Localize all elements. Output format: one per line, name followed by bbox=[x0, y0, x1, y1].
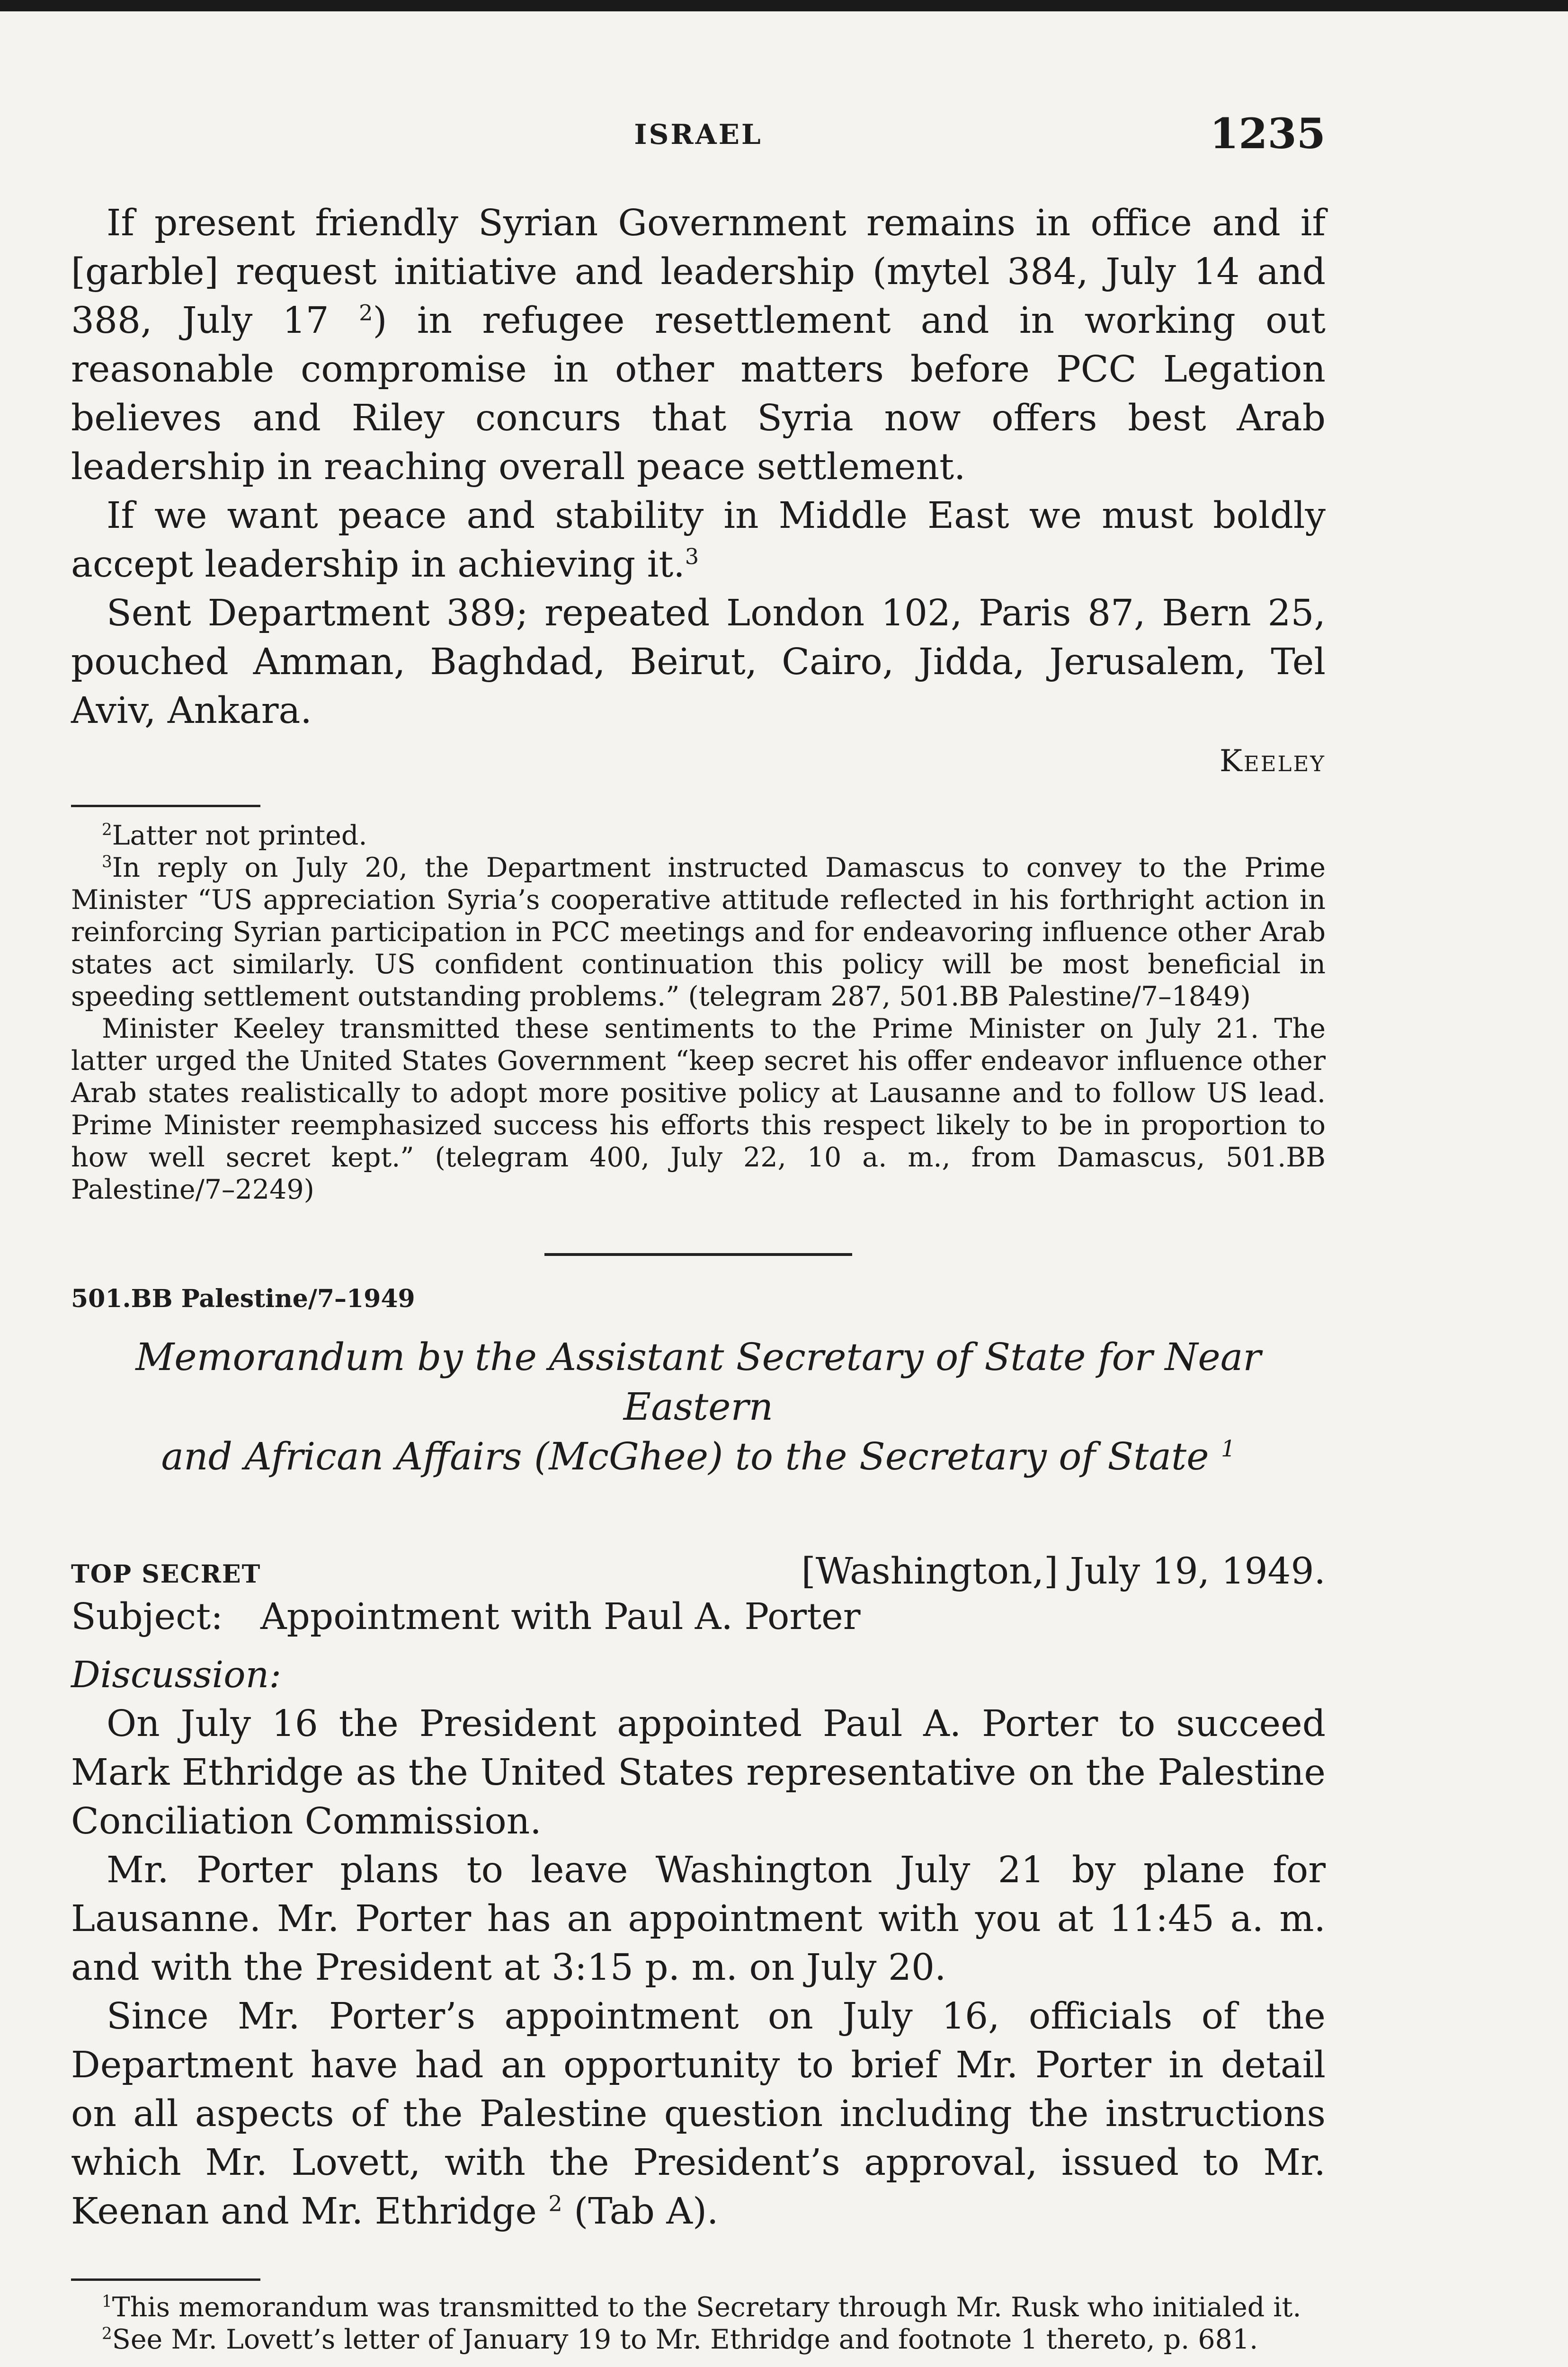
page-header bbox=[71, 95, 1326, 156]
footnote-ref: 2 bbox=[548, 2190, 562, 2216]
footnote-rule bbox=[71, 2278, 260, 2281]
body-paragraph bbox=[71, 1700, 1326, 1846]
file-reference: 501.BB Palestine/7–1949 bbox=[71, 1284, 415, 1313]
footnote bbox=[71, 2291, 1326, 2323]
page-number: 1235 bbox=[1210, 109, 1326, 158]
running-head: ISRAEL bbox=[634, 118, 763, 151]
body-paragraph bbox=[71, 1846, 1326, 1992]
subject-label: Subject: bbox=[71, 1596, 223, 1638]
footnote-text: In reply on July 20, the Department instructed Damascus to convey to the Prime Minister “US appreciation Syria’s cooperative attitude reflected in his forthright action in reinforcing Syrian participation in PCC meetings and for endeavoring influence other Arab states act similarly. US confident continuation this policy will be most beneficial in speeding settlement outstanding problems.” (telegram 287, 501.BB Palestine/7–1849) bbox=[71, 852, 1326, 1012]
paragraph-text: On July 16 the President appointed Paul A. Porter to succeed Mark Ethridge as the United States representative on the Palestine Conciliation Commission. bbox=[71, 1703, 1326, 1842]
footnote-mark: 1 bbox=[102, 2292, 112, 2311]
title-line-1: Memorandum by the Assistant Secretary of State for Near Eastern bbox=[135, 1335, 1261, 1429]
footnote bbox=[71, 819, 1326, 852]
footnote-continuation bbox=[71, 1013, 1326, 1206]
dateline: [Washington,] July 19, 1949. bbox=[801, 1550, 1326, 1593]
paragraph-text-continued: ) in refugee resettlement and in working out reasonable compromise in other matters before PCC Legation believes and Riley concurs that Syria now offers best Arab leadership in reaching overall peace settlement. bbox=[71, 300, 1326, 488]
body-paragraph bbox=[71, 1992, 1326, 2236]
paragraph-text: Mr. Porter plans to leave Washington July 21 by plane for Lausanne. Mr. Porter has an appointment with you at 11:45 a. m. and with the President at 3:15 p. m. on July 20. bbox=[71, 1849, 1326, 1989]
scan-edge-bar bbox=[0, 0, 1568, 11]
footnote-ref: 2 bbox=[359, 300, 373, 326]
footnote-text: Latter not printed. bbox=[112, 820, 367, 851]
footnote-mark: 2 bbox=[102, 820, 112, 839]
subject-text: Appointment with Paul A. Porter bbox=[260, 1596, 861, 1638]
paragraph-text: If present friendly Syrian Government remains in office and if [garble] request initiative and leadership (mytel 384, July 14 and 388, July 17 bbox=[71, 202, 1326, 342]
document-title bbox=[71, 1332, 1326, 1481]
paragraph-text: Sent Department 389; repeated London 102, Paris 87, Bern 25, pouched Amman, Baghdad, Beirut, Cairo, Jidda, Jerusalem, Tel Aviv, Ankara. bbox=[71, 592, 1326, 732]
body-paragraph bbox=[71, 491, 1326, 589]
footnote-mark: 3 bbox=[102, 853, 112, 872]
title-line-2: and African Affairs (McGhee) to the Secretary of State bbox=[161, 1434, 1209, 1478]
footnote-text: See Mr. Lovett’s letter of January 19 to Mr. Ethridge and footnote 1 thereto, p. 681. bbox=[112, 2324, 1258, 2355]
footnote-ref: 1 bbox=[1221, 1435, 1236, 1462]
paragraph-text: If we want peace and stability in Middle East we must boldly accept leadership in achieving it. bbox=[71, 495, 1326, 586]
discussion-label: Discussion: bbox=[71, 1654, 282, 1696]
document-page bbox=[71, 95, 1326, 2356]
footnote-mark: 2 bbox=[102, 2324, 112, 2343]
classification-label: TOP SECRET bbox=[71, 1560, 261, 1589]
paragraph-text: Since Mr. Porter’s appointment on July 16, officials of the Department have had an opportunity to brief Mr. Porter in detail on all aspects of the Palestine question including the instructions which Mr. Lovett, with the President’s approval, issued to Mr. Keenan and Mr. Ethridge bbox=[71, 1995, 1326, 2233]
footnote-text: This memorandum was transmitted to the Secretary through Mr. Rusk who initialed it. bbox=[112, 2292, 1301, 2323]
footnote bbox=[71, 852, 1326, 1013]
classification-row bbox=[71, 1543, 1326, 1593]
footnote-text: Minister Keeley transmitted these sentiments to the Prime Minister on July 21. The latter urged the United States Government “keep secret his offer endeavor influence other Arab states realistically to adopt more positive policy at Lausanne and to follow US lead. Prime Minister reemphasized success his efforts this respect likely to be in proportion to how well secret kept.” (telegram 400, July 22, 10 a. m., from Damascus, 501.BB Palestine/7–2249) bbox=[71, 1013, 1326, 1205]
body-paragraph bbox=[71, 589, 1326, 735]
paragraph-text-continued: (Tab A). bbox=[562, 2190, 719, 2233]
signature: Keeley bbox=[1220, 744, 1326, 779]
body-paragraph bbox=[71, 199, 1326, 491]
section-divider bbox=[544, 1253, 852, 1256]
footnote-ref: 3 bbox=[685, 543, 699, 570]
footnote bbox=[71, 2323, 1326, 2356]
footnote-rule bbox=[71, 805, 260, 807]
subject-line bbox=[71, 1593, 1326, 1641]
